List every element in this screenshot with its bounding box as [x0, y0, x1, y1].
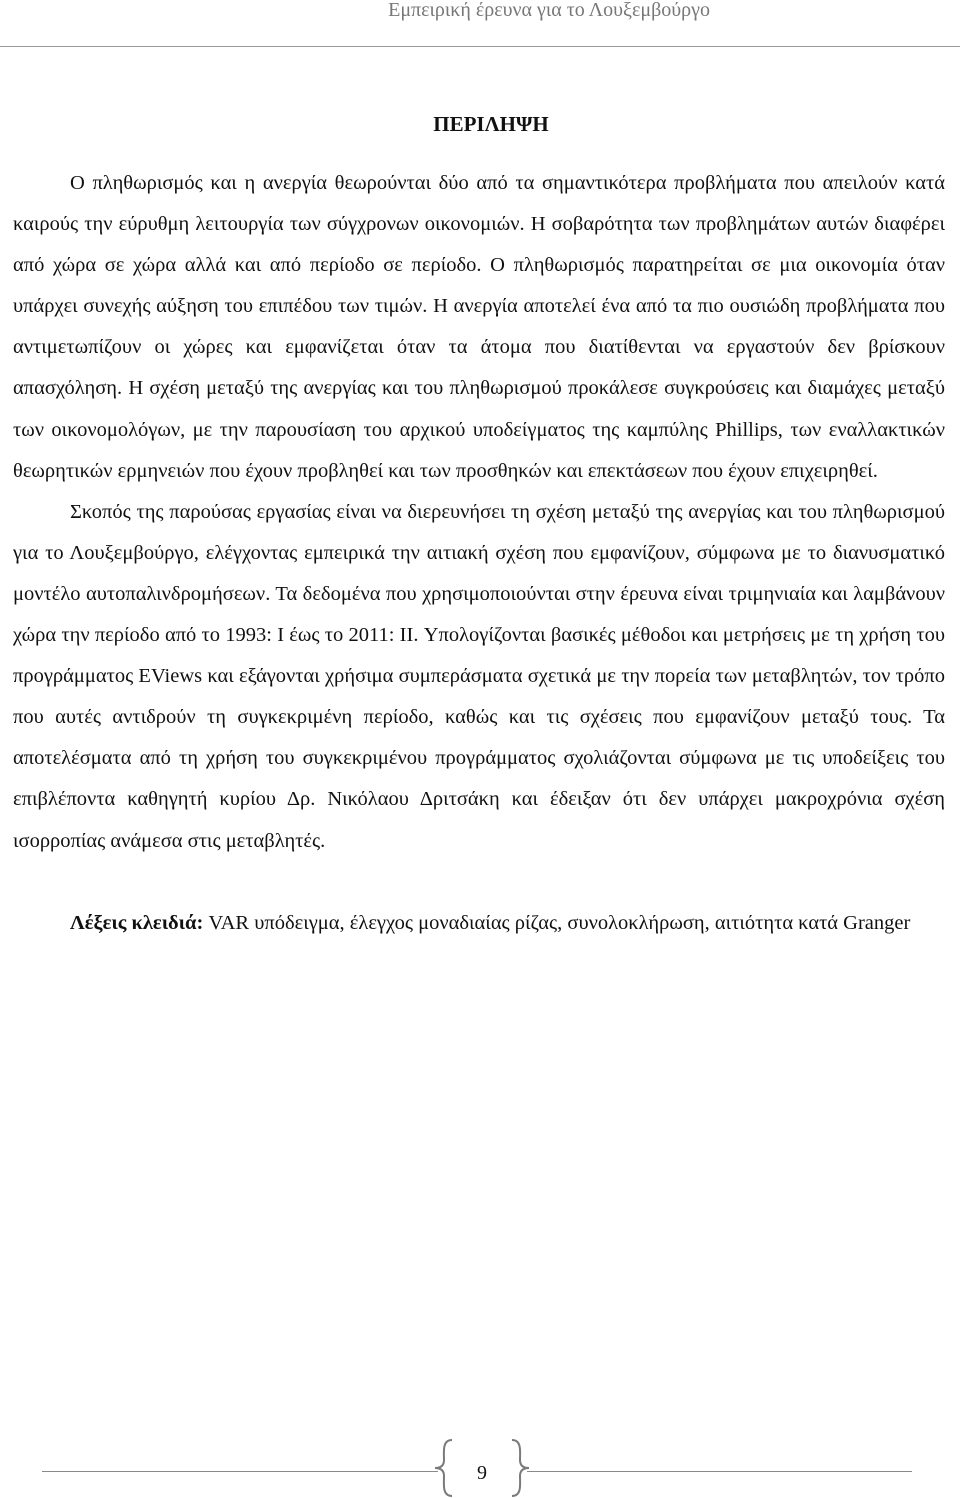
keywords-line	[13, 903, 945, 944]
header-divider	[0, 46, 960, 47]
keywords-text: VAR υπόδειγμα, έλεγχος μοναδιαίας ρίζας, συνολοκλήρωση, αιτιότητα κατά Granger	[203, 911, 911, 934]
footer-divider-right	[527, 1471, 912, 1472]
running-header-title: Εμπειρική έρευνα για το Λουξεμβούργο	[388, 0, 710, 21]
abstract-paragraph-2: Σκοπός της παρούσας εργασίας είναι να διερευνήσει τη σχέση μεταξύ της ανεργίας και του πληθωρισμού για το Λουξεμβούργο, ελέγχοντας εμπειρικά την αιτιακή σχέση που εμφανίζουν, σύμφωνα με το διανυσματικό μοντέλο αυτοπαλινδρομήσεων. Τα δεδομένα που χρησιμοποιούνται στην έρευνα είναι τριμηνιαία και λαμβάνουν χώρα την περίοδο από το 1993: I έως το 2011: II. Υπολογίζονται βασικές μέθοδοι και μετρήσεις με τη χρήση του προγράμματος EViews και εξάγονται χρήσιμα συμπεράσματα σχετικά με την πορεία των μεταβλητών, τον τρόπο που αυτές αντιδρούν τη συγκεκριμένη περίοδο, καθώς και τις σχέσεις που εμφανίζουν μεταξύ τους. Τα αποτελέσματα από τη χρήση του συγκεκριμένου προγράμματος σχολιάζονται σύμφωνα με τις υποδείξεις του επιβλέποντα καθηγητή κυρίου Δρ. Νικόλαου Δριτσάκη και έδειξαν ότι δεν υπάρχει μακροχρόνια σχέση ισορροπίας ανάμεσα στις μεταβλητές.	[13, 500, 945, 852]
page-title: ΠΕΡΙΛΗΨΗ	[433, 112, 549, 136]
keywords-label: Λέξεις κλειδιά:	[70, 911, 204, 934]
page-number: 9	[477, 1462, 487, 1484]
footer-divider-left	[42, 1471, 438, 1472]
running-header	[0, 0, 960, 24]
abstract-paragraph-1: Ο πληθωρισμός και η ανεργία θεωρούνται δύο από τα σημαντικότερα προβλήματα που απειλούν κατά καιρούς την εύρυθμη λειτουργία των σύγχρονων οικονομιών. Η σοβαρότητα των προβλημάτων αυτών διαφέρει από χώρα σε χώρα αλλά και από περίοδο σε περίοδο. Ο πληθωρισμός παρατηρείται σε μια οικονομία όταν υπάρχει συνεχής αύξηση του επιπέδου των τιμών. Η ανεργία αποτελεί ένα από τα πιο ουσιώδη προβλήματα που αντιμετωπίζουν οι χώρες και εμφανίζεται όταν τα άτομα που διατίθενται να εργαστούν δεν βρίσκουν απασχόληση. Η σχέση μεταξύ της ανεργίας και του πληθωρισμού προκάλεσε συγκρούσεις και διαμάχες μεταξύ των οικονομολόγων, με την παρουσίαση του αρχικού υποδείγματος της καμπύλης Phillips, των εναλλακτικών θεωρητικών ερμηνειών που έχουν προβληθεί και των προσθηκών και επεκτάσεων που έχουν επιχειρηθεί.	[13, 172, 945, 482]
abstract-body	[13, 163, 945, 944]
